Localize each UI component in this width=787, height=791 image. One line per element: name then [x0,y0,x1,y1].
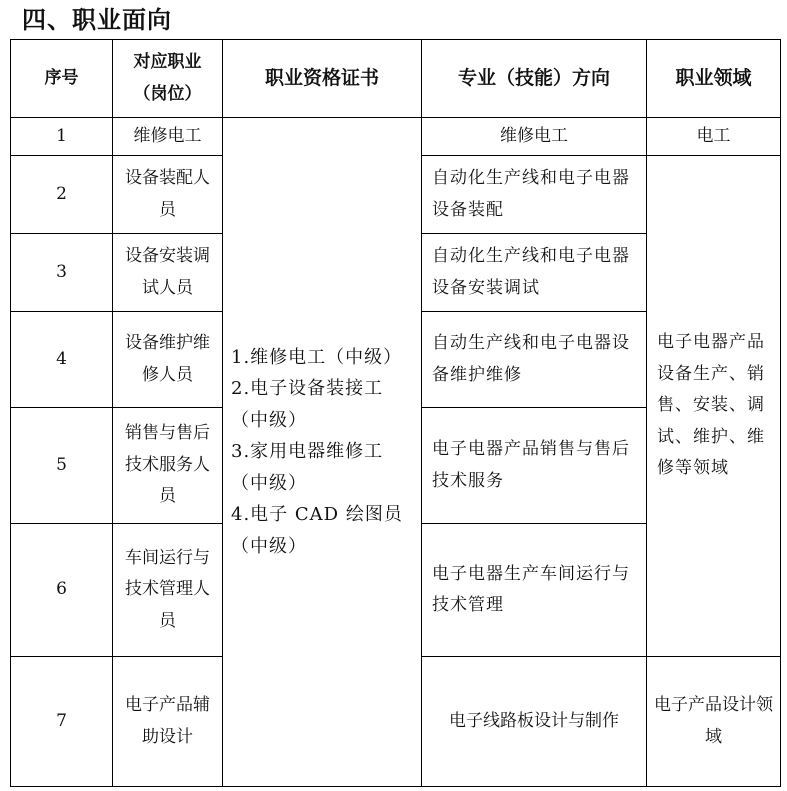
certificate-item: 1.维修电工（中级） [231,346,403,368]
cell-job: 设备装配人员 [113,156,223,234]
cell-seq: 5 [11,408,113,524]
certificate-item: 4.电子 CAD 绘图员（中级） [231,504,403,557]
certificate-item: 3.家用电器维修工（中级） [231,441,384,494]
table-header-row [11,40,781,118]
cell-direction: 电子电器生产车间运行与技术管理 [422,524,647,657]
cell-job: 设备维护维修人员 [113,312,223,408]
header-seq: 序号 [11,40,113,118]
cell-field-production: 电子电器产品设备生产、销售、安装、调试、维护、维修等领域 [647,156,781,657]
cell-direction: 电子电器产品销售与售后技术服务 [422,408,647,524]
cell-direction: 自动化生产线和电子电器设备装配 [422,156,647,234]
cell-seq: 3 [11,234,113,312]
cell-field-design: 电子产品设计领域 [647,657,781,787]
career-table [10,39,781,787]
cell-certificates [223,118,422,787]
header-job-line2: （岗位） [133,83,202,104]
cell-seq: 1 [11,118,113,156]
cell-job: 设备安装调试人员 [113,234,223,312]
header-job-line1: 对应职业 [133,52,202,73]
cell-job: 销售与售后技术服务人员 [113,408,223,524]
cell-job: 车间运行与技术管理人员 [113,524,223,657]
cell-direction: 自动生产线和电子电器设备维护维修 [422,312,647,408]
cell-field-electrician: 电工 [647,118,781,156]
header-field: 职业领域 [647,40,781,118]
cell-seq: 7 [11,657,113,787]
section-heading: 四、职业面向 [22,6,172,34]
cell-seq: 4 [11,312,113,408]
certificate-item: 2.电子设备装接工（中级） [231,378,384,431]
header-job [113,40,223,118]
cell-direction: 自动化生产线和电子电器设备安装调试 [422,234,647,312]
cell-direction: 维修电工 [422,118,647,156]
cell-seq: 6 [11,524,113,657]
table-row [11,118,781,156]
cell-job: 电子产品辅助设计 [113,657,223,787]
header-cert: 职业资格证书 [223,40,422,118]
cell-job: 维修电工 [113,118,223,156]
cell-direction: 电子线路板设计与制作 [422,657,647,787]
header-direction: 专业（技能）方向 [422,40,647,118]
cell-seq: 2 [11,156,113,234]
